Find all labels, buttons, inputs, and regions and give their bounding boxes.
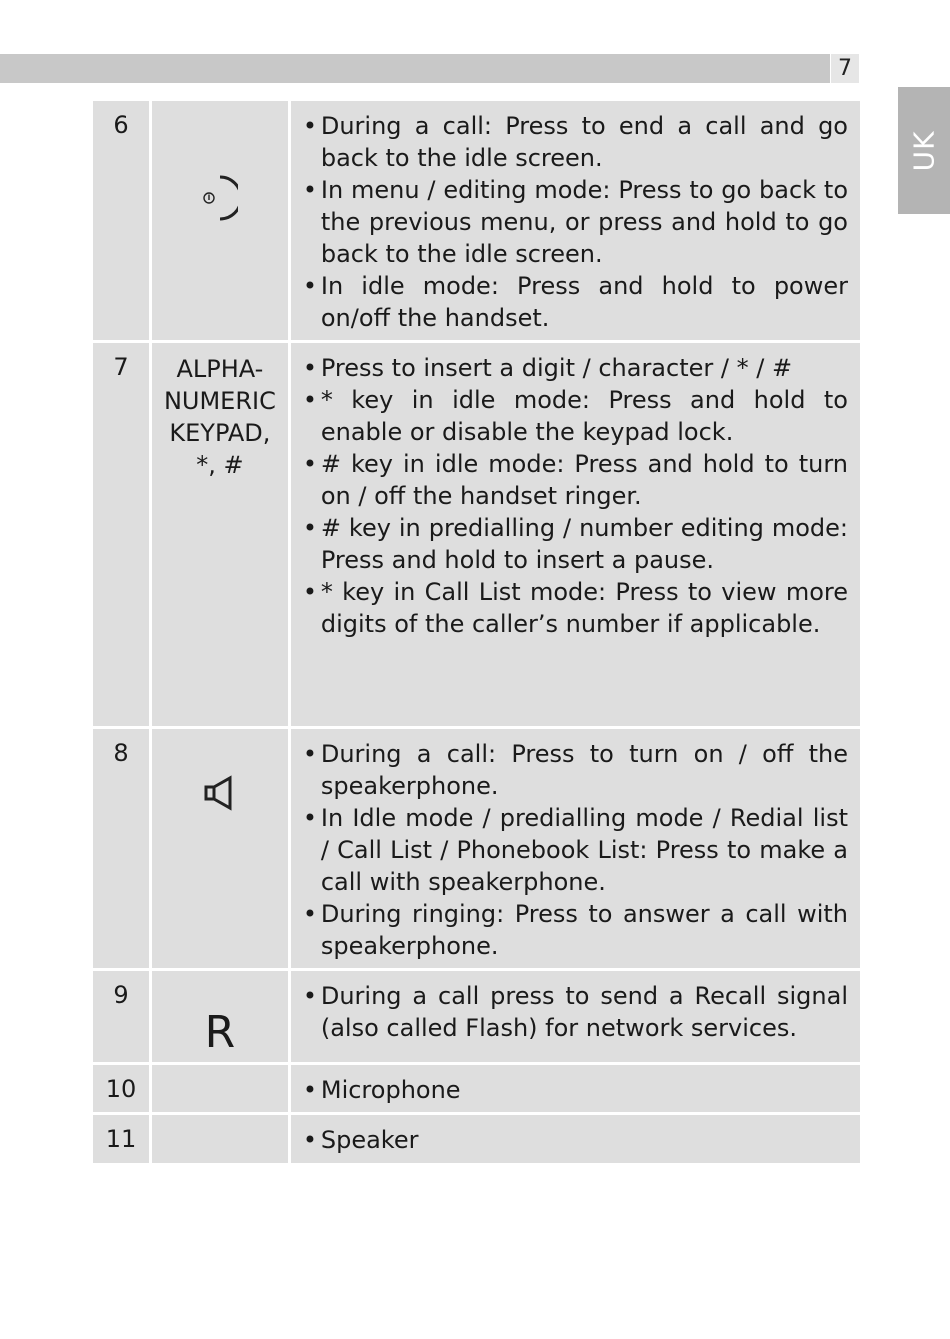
row-number: 11 <box>93 1115 152 1163</box>
row-number: 8 <box>93 729 152 971</box>
list-item: • Microphone <box>303 1074 848 1106</box>
row-number: 10 <box>93 1065 152 1115</box>
table-row <box>93 971 860 1065</box>
bullet-list <box>291 343 860 646</box>
bullet-list <box>291 101 860 340</box>
list-item: • * key in Call List mode: Press to view more digits of the caller’s number if applicable. <box>303 576 848 640</box>
table-row <box>93 1065 860 1115</box>
row-description <box>291 1065 860 1115</box>
list-item: • # key in idle mode: Press and hold to turn on / off the handset ringer. <box>303 448 848 512</box>
row-description <box>291 343 860 729</box>
list-item: • In idle mode: Press and hold to power on/off the handset. <box>303 270 848 334</box>
row-description <box>291 971 860 1065</box>
row-description <box>291 101 860 343</box>
table-row <box>93 343 860 729</box>
bullet-list <box>291 729 860 968</box>
end-call-power-icon <box>202 173 238 231</box>
key-function-table <box>93 101 860 1163</box>
table-row <box>93 101 860 343</box>
row-icon-cell <box>152 1115 291 1163</box>
page-number: 7 <box>831 54 859 83</box>
row-number: 9 <box>93 971 152 1065</box>
recall-r-icon: R <box>204 1007 236 1058</box>
table-row <box>93 729 860 971</box>
bullet-list <box>291 1115 860 1162</box>
bullet-list <box>291 1065 860 1112</box>
list-item: • During ringing: Press to answer a call with speakerphone. <box>303 898 848 962</box>
table-row <box>93 1115 860 1163</box>
header-bar <box>0 54 830 83</box>
language-tab-label: UK <box>907 130 941 171</box>
row-icon-cell <box>152 1065 291 1115</box>
row-icon-cell <box>152 343 291 729</box>
list-item: • During a call press to send a Recall signal (also called Flash) for network services. <box>303 980 848 1044</box>
row-number: 6 <box>93 101 152 343</box>
row-icon-cell <box>152 971 291 1065</box>
list-item: • In menu / editing mode: Press to go back to the previous menu, or press and hold to go back to the idle screen. <box>303 174 848 270</box>
list-item: • * key in idle mode: Press and hold to enable or disable the keypad lock. <box>303 384 848 448</box>
row-icon-cell <box>152 101 291 343</box>
row-description <box>291 729 860 971</box>
row-description <box>291 1115 860 1163</box>
bullet-list <box>291 971 860 1050</box>
list-item: • During a call: Press to end a call and go back to the idle screen. <box>303 110 848 174</box>
list-item: • # key in predialling / number editing mode: Press and hold to insert a pause. <box>303 512 848 576</box>
row-icon-cell <box>152 729 291 971</box>
list-item: • Press to insert a digit / character / * / # <box>303 352 848 384</box>
row-number: 7 <box>93 343 152 729</box>
list-item: • In Idle mode / predialling mode / Redial list / Call List / Phonebook List: Press to make a call with speakerphone. <box>303 802 848 898</box>
keypad-label: ALPHA- NUMERIC KEYPAD, *, # <box>163 355 276 479</box>
speakerphone-icon <box>203 774 237 820</box>
language-tab <box>898 87 950 214</box>
list-item: • Speaker <box>303 1124 848 1156</box>
list-item: • During a call: Press to turn on / off the speakerphone. <box>303 738 848 802</box>
